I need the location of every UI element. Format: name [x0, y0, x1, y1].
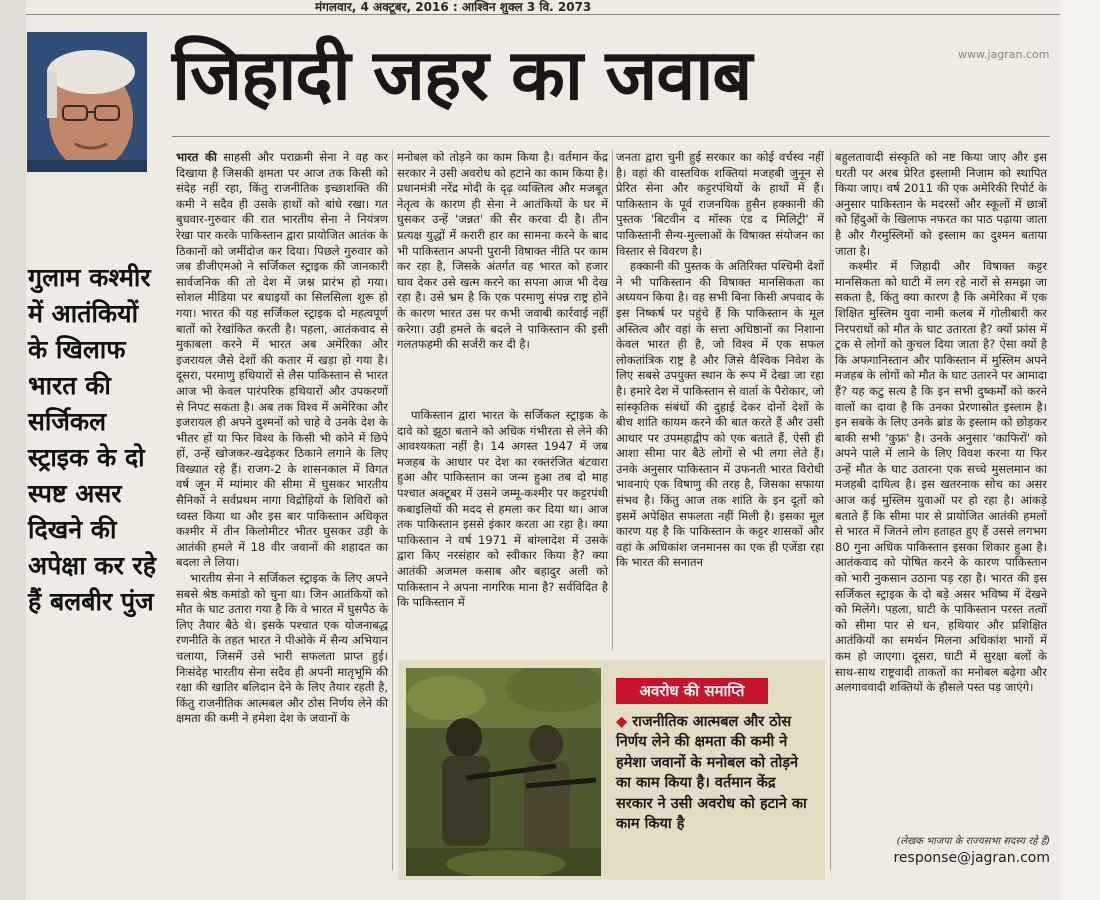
article-column-4: [835, 150, 1047, 850]
top-rule: [26, 14, 1060, 15]
headline-rule: [172, 136, 1050, 137]
author-byline: (लेखक भाजपा के राज्यसभा सदस्य रहे हैं): [896, 836, 1050, 847]
website-label: www.jagran.com: [958, 48, 1050, 61]
response-email: response@jagran.com: [893, 850, 1050, 866]
column-3-paragraph-1: जनता द्वारा चुनी हुई सरकार का कोई वर्चस्व नहीं है। वहां की वास्तविक शक्तियां मजहबी जुनून से प्रेरित सेना और कट्टरपंथियों के हाथों में हैं। पाकिस्तान के पूर्व राजनयिक हुसैन हक्कानी की पुस्तक 'बिटवीन द मॉस्क एंड द मिलिट्री' में पाकिस्तानी सैन्य-मुल्लाओं के विषाक्त संयोजन का विस्तार से विवरण है।: [616, 150, 824, 258]
diamond-bullet-icon: ◆: [616, 714, 628, 730]
lead-word: भारत की: [176, 150, 217, 164]
column-3-paragraph-2: हक्कानी की पुस्तक के अतिरिक्त पश्चिमी देशों ने भी पाकिस्तान की विषाक्त मानसिकता का अध्ययन किया है। वह सभी बिना किसी अपवाद के इस निष्कर्ष पर पहुंचे हैं कि पाकिस्तान के मूल अस्तित्व और वहां के सत्ता अधिष्ठानों का निशाना केवल भारत ही है, जो विश्व में एक सफल लोकतांत्रिक राष्ट्र है और जिसे वैश्विक निवेश के लिए सबसे उपयुक्त स्थान के रूप में देखा जा रहा है। हमारे देश में पाकिस्तान से वार्ता के पैरोकार, जो सांस्कृतिक संबंधों की दुहाई देकर दोनों देशों के बीच शांति कायम करने की बात करते हैं और उसी आधार पर उपमहाद्वीप को एक बताते हैं, ऐसी ही आशा सीमा पार बैठे लोगों से भी लगा लेते हैं। उनके अनुसार पाकिस्तान में उफनती भारत विरोधी भावनाएं एक विषाणु की तरह है, जिसका सफाया संभव है। किंतु आज तक शांति के इन दूतों को इसमें अपेक्षित सफलता नहीं मिली है। इसका मूल कारण यह है कि पाकिस्तान के कट्टर शासकों और वहां के अधिकांश जनमानस का एक ही एजेंडा रहा कि भारत की सनातन: [616, 259, 824, 570]
pull-quote-body: राजनीतिक आत्मबल और ठोस निर्णय लेने की क्षमता की कमी ने हमेशा जवानों के मनोबल को तोड़ने का काम किया है। वर्तमान केंद्र सरकार ने उसी अवरोध को हटाने का काम किया है: [616, 714, 807, 833]
headline: जिहादी जहर का जवाब: [172, 34, 752, 116]
page-left-edge: [0, 0, 26, 900]
article-column-3: [616, 150, 824, 646]
article-deck: गुलाम कश्मीर में आतंकियों के खिलाफ भारत की सर्जिकल स्ट्राइक के दो स्पष्ट असर दिखने की अपेक्षा कर रहे हैं बलबीर पुंज: [28, 263, 157, 616]
article-column-2: [397, 150, 608, 400]
column-1-paragraph-2: भारतीय सेना ने सर्जिकल स्ट्राइक के लिए अपने सबसे श्रेष्ठ कमांडो को चुना था। जिन आतंकियों को मौत के घाट उतारा गया है कि वे भारत में घुसपैठ के लिए तैयार बैठे थे। इसके पश्चात एक योजनाबद्ध रणनीति के तहत भारत ने पीओके में सैन्य अभियान चलाया, जिसमें उसे भारी सफलता प्राप्त हुई। निःसंदेह भारतीय सेना सदैव ही अपनी मातृभूमि की रक्षा की खातिर बलिदान देने के लिए तैयार रहती है, किंतु राजनीतिक आत्मबल और ठोस निर्णय लेने की क्षमता की कमी ने हमेशा देश के जवानों के: [176, 571, 388, 726]
dateline: मंगलवार, 4 अक्टूबर, 2016 : आश्विन शुक्ल 3 वि. 2073: [315, 0, 592, 14]
column-rule-2: [612, 150, 613, 650]
pull-quote-title: अवरोध की समाप्ति: [616, 678, 768, 704]
pull-quote-text: [616, 712, 816, 862]
page-right-margin: [1060, 0, 1100, 900]
column-4-paragraph-2: कश्मीर में जिहादी और विषाक्त कट्टर मानसिकता को घाटी में लग रहे नारों से समझा जा सकता है, किंतु क्या कारण है कि अमेरिका में एक शिक्षित मुस्लिम युवा नामी कलब में गोलीबारी कर निरपराधों को मौत के घाट उतारता है? क्यों फ्रांस में ट्रक से लोगों को कुचल दिया जाता है? ऐसा क्यों है कि अफगानिस्तान और पाकिस्तान में मुस्लिम अपने मजहब के लोगों को मौत के घाट उतारने पर आमादा हैं? यह कटु सत्य है कि इन सभी दुष्कर्मों को करने वालों का दावा है कि उनका प्रेरणास्रोत इस्लाम है। इन सबके के लिए उनके ब्रांड के इस्लाम को छोड़कर बाकी सभी 'कुफ्र' है। उनके अनुसार 'काफिरों' को अपने पाले में लाने के लिए विवश करना या फिर उन्हें मौत के घाट उतारना एक सच्चे मुसलमान का मजहबी दायित्व है। इस खतरनाक सोच का असर आज कई मुस्लिम युवाओं पर हो रहा है। आंकड़े बताते हैं कि सीमा पार से प्रायोजित आतंकी हमलों से भारत में जितने लोग हताहत हुए हैं उससे लगभग 80 गुना अधिक पाकिस्तान इसका शिकार हुआ है। आतंकवाद को पोषित करने के कारण पाकिस्तान को भारी नुकसान उठाना पड़ रहा है। भारत की इस सर्जिकल स्ट्राइक के दो बड़े असर भविष्य में देखने को मिलेंगे। पहला, घाटी के पाकिस्तान परस्त तत्वों को सीमा पार से धन, हथियार और प्रशिक्षित आतंकियों का समर्थन मिलना अधिकांश भागों में कम हो जाएगा। दूसरा, घाटी में सुरक्षा बलों के साथ-साथ राष्ट्रवादी ताकतों का मनोबल बढ़ेगा और अलगाववादी शक्तियों के हौसले पस्त पड़ जाएंगे।: [835, 259, 1047, 695]
column-4-paragraph-1: बहुलतावादी संस्कृति को नष्ट किया जाए और इस धरती पर अरब प्रेरित इस्लामी निजाम को स्थापित किया जाए। वर्ष 2011 की एक अमेरिकी रिपोर्ट के अनुसार पाकिस्तान के मदरसों और स्कूलों में छात्रों को हिंदुओं के खिलाफ नफरत का पाठ पढ़ाया जाता है और गैरमुस्लिमों को इस्लाम का दुश्मन बताया जाता है।: [835, 150, 1047, 258]
column-1-paragraph-1: साहसी और पराक्रमी सेना ने वह कर दिखाया है जिसकी क्षमता पर आज तक किसी को संदेह नहीं रहा, किंतु राजनीतिक इच्छाशक्ति की कमी ने सदैव ही उसके हाथों को बांधे रखा। गत बुधवार-गुरुवार की रात भारतीय सेना ने नियंत्रण रेखा पार करके पाकिस्तान द्वारा प्रायोजित आतंक के ठिकानों को जमींदोज कर दिया। पिछले गुरुवार को जब डीजीएमओ ने सर्जिकल स्ट्राइक की जानकारी सार्वजनिक की तो देश में जश्न प्रारंभ हो गया। सोशल मीडिया पर बधाइयों का सिलसिला शुरू हो गया। भारत की यह सर्जिकल स्ट्राइक दो महत्वपूर्ण बातों को रेखांकित करती है। पहला, आतंकवाद से मुकाबला करने में भारत अब अमेरिका और इजरायल जैसे देशों की कतार में खड़ा हो गया है। दूसरा, परमाणु हथियारों से लैस पाकिस्तान से भारत आज भी केवल पारंपरिक हथियारों और उपकरणों से निपट सकता है। अब तक विश्व में अमेरिका और इजरायल ही अपने दुश्मनों को चाहे वे उनके देश के भीतर हों या फिर विश्व के किसी भी कोने में छिपे हों, उन्हें खोजकर-खदेड़कर ठिकाने लगाने के लिए विख्यात रहे हैं। राजग-2 के शासनकाल में विगत वर्ष जून में म्यांमार की सीमा में घुसकर भारतीय सैनिकों ने सर्वप्रथम नागा विद्रोहियों के शिविरों को ध्वस्त किया था और इस बार पाकिस्तान अधिकृत कश्मीर में तीन किलोमीटर भीतर घुसकर उड़ी के आतंकी हमले में 18 वीर जवानों की शहादत का बदला ले लिया।: [176, 150, 388, 570]
column-2-paragraph-1: मनोबल को तोड़ने का काम किया है। वर्तमान केंद्र सरकार ने उसी अवरोध को हटाने का काम किया है। प्रधानमंत्री नरेंद्र मोदी के दृढ़ व्यक्तित्व और मजबूत नेतृत्व के कारण ही सेना ने आतंकियों के घर में घुसकर उन्हें 'जन्नत' की सैर करवा दी है। तीन प्रत्यक्ष युद्धों में करारी हार का सामना करने के बाद भी पाकिस्तान अपनी पुरानी विषाक्त नीति पर काम कर रहा है, जिसके अंतर्गत वह भारत को हजार घाव देकर उसे खत्म करने का सपना आज भी देख रहा है। उसे भ्रम है कि एक परमाणु संपन्न राष्ट्र होने के कारण भारत उस पर कभी जवाबी कार्रवाई नहीं करेगा। उड़ी हमले के बदले ने पाकिस्तान की इसी गलतफहमी की सर्जरी कर दी है।: [397, 150, 608, 352]
author-photo: [27, 32, 147, 172]
article-column-2-lower: [397, 408, 608, 653]
soldiers-photo: [406, 668, 601, 876]
column-2-paragraph-2: पाकिस्तान द्वारा भारत के सर्जिकल स्ट्राइक के दावे को झूठा बताने को अधिक गंभीरता से लेने की आवश्यकता नहीं है। 14 अगस्त 1947 में जब मजहब के आधार पर देश का रक्तरंजित बंटवारा हुआ और पाकिस्तान का जन्म हुआ तब दो माह पश्चात अक्टूबर में उसने जम्मू-कश्मीर पर कट्टरपंथी कबाइलियों की मदद से हमला कर दिया था। आज तक पाकिस्तान इससे इंकार करता आ रहा है। क्या पाकिस्तान ने वर्ष 1971 में बांग्लादेश में उसके द्वारा किए नरसंहार को स्वीकार किया है? क्या आतंकी अजमल कसाब और बहादुर अली को पाकिस्तान ने अपना नागरिक माना है? सर्वविदित है कि पाकिस्तान में: [397, 408, 608, 610]
column-rule-3: [830, 150, 831, 870]
column-rule-1: [392, 150, 393, 870]
article-column-1: [176, 150, 388, 866]
